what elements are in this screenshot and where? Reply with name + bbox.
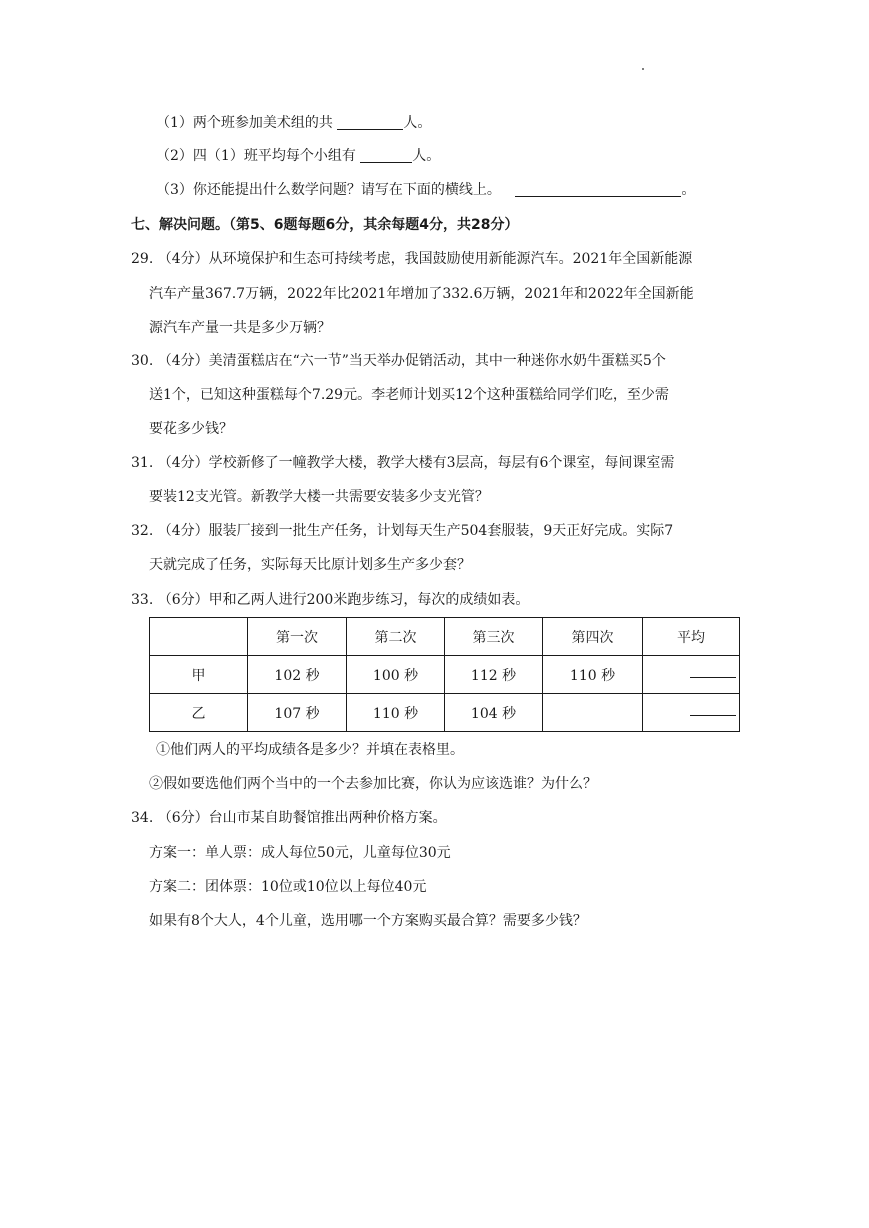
table-cell	[543, 694, 643, 732]
problem-30-line-1: 30. （4分）美清蛋糕店在“六一节”当天举办促销活动，其中一种迷你水奶牛蛋糕买5个	[131, 353, 666, 369]
score-table	[149, 617, 740, 732]
answer-blank-2[interactable]	[360, 148, 412, 163]
question-1	[156, 113, 431, 133]
problem-31-line-1: 31. （4分）学校新修了一幢教学大楼，教学大楼有3层高，每层有6个课室，每间课室需	[131, 455, 675, 471]
problem-30-line-2: 送1个，已知这种蛋糕每个7.29元。李老师计划买12个这种蛋糕给同学们吃，至少需	[149, 387, 669, 403]
problem-29-line-3: 源汽车产量一共是多少万辆？	[149, 320, 331, 336]
table-header-row	[150, 618, 740, 656]
problem-33-sub-2: ②假如要选他们两个当中的一个去参加比赛，你认为应该选谁？为什么？	[149, 776, 597, 792]
problem-32-line-2: 天就完成了任务，实际每天比原计划多生产多少套？	[149, 557, 471, 573]
table-cell: 104 秒	[445, 694, 543, 732]
section-7-heading: 七、解决问题。（第5、6题每题6分，其余每题4分，共28分）	[131, 217, 519, 233]
table-cell: 100 秒	[347, 656, 445, 694]
problem-34-question: 如果有8个大人，4个儿童，选用哪一个方案购买最合算？需要多少钱？	[149, 913, 587, 929]
question-3-text: （3）你还能提出什么数学问题？请写在下面的横线上。	[156, 182, 501, 198]
question-3	[156, 180, 695, 200]
table-cell: 110 秒	[543, 656, 643, 694]
problem-33-line-1: 33. （6分）甲和乙两人进行200米跑步练习，每次的成绩如表。	[131, 592, 530, 608]
table-row	[150, 656, 740, 694]
header-cell-third: 第三次	[445, 618, 543, 656]
question-1-text: （1）两个班参加美术组的共	[156, 115, 333, 131]
average-cell-jia	[643, 656, 740, 694]
row-name-yi: 乙	[150, 694, 248, 732]
table-row	[150, 694, 740, 732]
header-cell-fourth: 第四次	[543, 618, 643, 656]
problem-30-line-3: 要花多少钱？	[149, 421, 233, 437]
answer-blank-1[interactable]	[337, 115, 403, 130]
problem-29-line-2: 汽车产量367.7万辆，2022年比2021年增加了332.6万辆，2021年和2022年全国新能	[149, 286, 694, 302]
problem-31-line-2: 要装12支光管。新教学大楼一共需要安装多少支光管？	[149, 489, 489, 505]
problem-29-line-1: 29. （4分）从环境保护和生态可持续考虑，我国鼓励使用新能源汽车。2021年全国新能源	[131, 251, 693, 267]
question-1-suffix: 人。	[403, 115, 432, 131]
question-2-suffix: 人。	[412, 148, 441, 164]
table-cell: 110 秒	[347, 694, 445, 732]
question-2-text: （2）四（1）班平均每个小组有	[156, 148, 356, 164]
header-cell-average: 平均	[643, 618, 740, 656]
table-cell: 107 秒	[248, 694, 347, 732]
header-cell-empty	[150, 618, 248, 656]
answer-blank-3[interactable]	[515, 182, 681, 197]
problem-34-plan-2: 方案二：团体票：10位或10位以上每位40元	[149, 879, 427, 895]
average-blank-yi[interactable]	[690, 701, 736, 716]
problem-32-line-1: 32. （4分）服装厂接到一批生产任务，计划每天生产504套服装，9天正好完成。实际7	[131, 523, 674, 539]
page-dot	[642, 68, 644, 70]
average-blank-jia[interactable]	[690, 663, 736, 678]
table-cell: 102 秒	[248, 656, 347, 694]
average-cell-yi	[643, 694, 740, 732]
table-cell: 112 秒	[445, 656, 543, 694]
problem-34-plan-1: 方案一：单人票：成人每位50元，儿童每位30元	[149, 845, 451, 861]
question-2	[156, 146, 440, 166]
header-cell-second: 第二次	[347, 618, 445, 656]
row-name-jia: 甲	[150, 656, 248, 694]
question-3-suffix: 。	[681, 182, 696, 198]
problem-33-sub-1: ①他们两人的平均成绩各是多少？并填在表格里。	[156, 742, 464, 758]
problem-34-line-1: 34. （6分）台山市某自助餐馆推出两种价格方案。	[131, 810, 447, 826]
header-cell-first: 第一次	[248, 618, 347, 656]
